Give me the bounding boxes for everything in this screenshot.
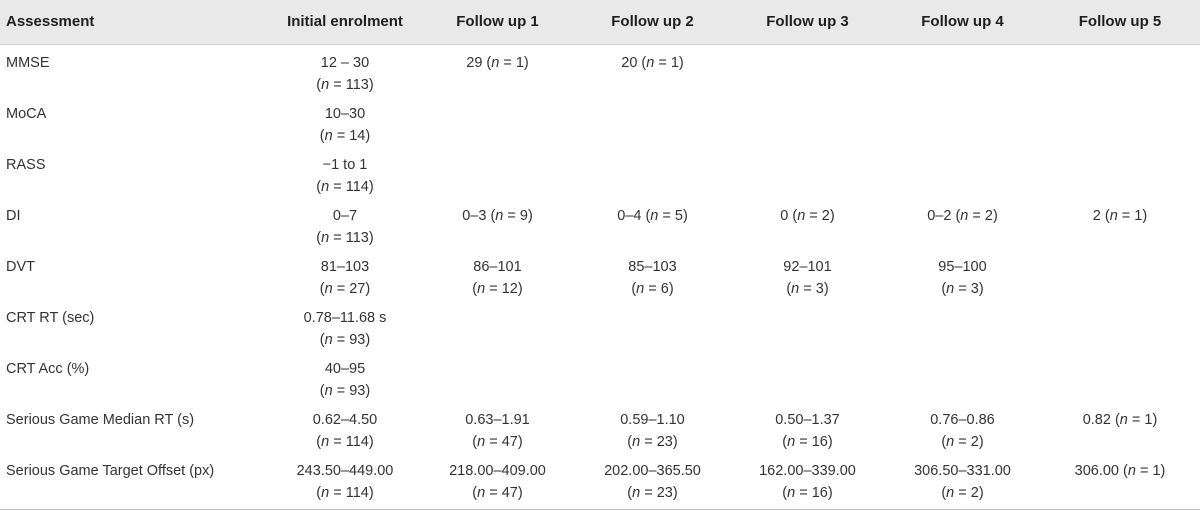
cell-n: (n = 3) bbox=[786, 280, 829, 297]
cell-range: 0 (n = 2) bbox=[780, 207, 835, 224]
cell-follow-up-3 bbox=[730, 147, 885, 198]
cell-n: (n = 47) bbox=[472, 433, 523, 450]
cell-follow-up-3 bbox=[730, 198, 885, 249]
cell-follow-up-2 bbox=[575, 402, 730, 453]
cell-n: (n = 6) bbox=[631, 280, 674, 297]
cell-follow-up-2 bbox=[575, 249, 730, 300]
table-row bbox=[0, 198, 1200, 249]
cell-follow-up-4 bbox=[885, 198, 1040, 249]
cell-follow-up-5 bbox=[1040, 198, 1200, 249]
cell-follow-up-2 bbox=[575, 453, 730, 510]
table-row bbox=[0, 453, 1200, 510]
cell-follow-up-5 bbox=[1040, 453, 1200, 510]
cell-n: (n = 114) bbox=[316, 433, 374, 450]
cell-follow-up-4 bbox=[885, 351, 1040, 402]
cell-range: 0–2 (n = 2) bbox=[927, 207, 998, 224]
cell-initial-enrolment bbox=[270, 351, 420, 402]
table-body bbox=[0, 44, 1200, 510]
cell-follow-up-5 bbox=[1040, 300, 1200, 351]
cell-range: 162.00–339.00 bbox=[759, 462, 856, 479]
table-row bbox=[0, 249, 1200, 300]
cell-n: (n = 23) bbox=[627, 484, 678, 501]
cell-range: 29 (n = 1) bbox=[466, 54, 529, 71]
cell-n: (n = 3) bbox=[941, 280, 984, 297]
cell-n: (n = 113) bbox=[316, 229, 374, 246]
cell-assessment: CRT RT (sec) bbox=[6, 309, 95, 326]
cell-range: 0.76–0.86 bbox=[930, 411, 995, 428]
cell-n: (n = 113) bbox=[316, 76, 374, 93]
header-initial-enrolment: Initial enrolment bbox=[270, 0, 420, 44]
cell-follow-up-5 bbox=[1040, 44, 1200, 96]
header-follow-up-1: Follow up 1 bbox=[420, 0, 575, 44]
table-row bbox=[0, 44, 1200, 96]
cell-assessment: DI bbox=[6, 207, 21, 224]
table-row bbox=[0, 147, 1200, 198]
cell-follow-up-1 bbox=[420, 198, 575, 249]
cell-range: 0.50–1.37 bbox=[775, 411, 840, 428]
header-follow-up-5: Follow up 5 bbox=[1040, 0, 1200, 44]
header-follow-up-4: Follow up 4 bbox=[885, 0, 1040, 44]
cell-n: (n = 93) bbox=[319, 382, 371, 399]
cell-range: 0.63–1.91 bbox=[465, 411, 530, 428]
cell-follow-up-1 bbox=[420, 147, 575, 198]
header-follow-up-2: Follow up 2 bbox=[575, 0, 730, 44]
cell-range: 0.78–11.68 s bbox=[303, 309, 387, 326]
cell-initial-enrolment bbox=[270, 147, 420, 198]
cell-follow-up-2 bbox=[575, 147, 730, 198]
cell-range: 0.82 (n = 1) bbox=[1082, 411, 1158, 428]
table-row bbox=[0, 300, 1200, 351]
cell-follow-up-2 bbox=[575, 351, 730, 402]
cell-range: 243.50–449.00 bbox=[296, 462, 394, 479]
cell-n: (n = 114) bbox=[316, 484, 374, 501]
cell-follow-up-4 bbox=[885, 300, 1040, 351]
cell-n: (n = 2) bbox=[941, 484, 984, 501]
cell-n: (n = 16) bbox=[782, 484, 833, 501]
cell-follow-up-1 bbox=[420, 351, 575, 402]
cell-follow-up-5 bbox=[1040, 96, 1200, 147]
cell-follow-up-3 bbox=[730, 453, 885, 510]
cell-assessment: CRT Acc (%) bbox=[6, 360, 90, 377]
cell-n: (n = 93) bbox=[319, 331, 371, 348]
header-assessment: Assessment bbox=[0, 0, 270, 44]
cell-n: (n = 23) bbox=[627, 433, 678, 450]
cell-follow-up-1 bbox=[420, 300, 575, 351]
cell-range: 10–30 bbox=[324, 105, 366, 122]
cell-range: 0–4 (n = 5) bbox=[617, 207, 688, 224]
table-row bbox=[0, 96, 1200, 147]
cell-n: (n = 114) bbox=[316, 178, 374, 195]
cell-assessment: Serious Game Target Offset (px) bbox=[0, 453, 270, 510]
table-row bbox=[0, 351, 1200, 402]
cell-range: 81–103 bbox=[320, 258, 370, 275]
cell-follow-up-4 bbox=[885, 402, 1040, 453]
cell-follow-up-3 bbox=[730, 300, 885, 351]
cell-range: 85–103 bbox=[628, 258, 677, 275]
cell-range: 0.59–1.10 bbox=[620, 411, 685, 428]
cell-assessment: RASS bbox=[6, 156, 46, 173]
cell-assessment: MoCA bbox=[6, 105, 47, 122]
cell-n: (n = 47) bbox=[472, 484, 523, 501]
cell-follow-up-1 bbox=[420, 402, 575, 453]
cell-range: 0–7 bbox=[332, 207, 358, 224]
cell-follow-up-3 bbox=[730, 44, 885, 96]
cell-range: 306.00 (n = 1) bbox=[1074, 462, 1166, 479]
cell-follow-up-1 bbox=[420, 453, 575, 510]
cell-follow-up-5 bbox=[1040, 147, 1200, 198]
cell-n: (n = 12) bbox=[472, 280, 523, 297]
cell-assessment: MMSE bbox=[6, 54, 50, 71]
cell-initial-enrolment bbox=[270, 249, 420, 300]
cell-follow-up-3 bbox=[730, 249, 885, 300]
cell-follow-up-4 bbox=[885, 453, 1040, 510]
cell-follow-up-1 bbox=[420, 249, 575, 300]
cell-follow-up-5 bbox=[1040, 249, 1200, 300]
cell-range: 95–100 bbox=[938, 258, 987, 275]
cell-follow-up-4 bbox=[885, 96, 1040, 147]
cell-initial-enrolment bbox=[270, 198, 420, 249]
cell-n: (n = 27) bbox=[319, 280, 371, 297]
cell-range: −1 to 1 bbox=[322, 156, 368, 173]
cell-initial-enrolment bbox=[270, 300, 420, 351]
cell-initial-enrolment bbox=[270, 453, 420, 510]
cell-range: 202.00–365.50 bbox=[604, 462, 701, 479]
cell-assessment: DVT bbox=[6, 258, 35, 275]
cell-initial-enrolment bbox=[270, 402, 420, 453]
cell-range: 12 – 30 bbox=[320, 54, 370, 71]
cell-initial-enrolment bbox=[270, 96, 420, 147]
cell-follow-up-2 bbox=[575, 300, 730, 351]
cell-range: 20 (n = 1) bbox=[621, 54, 684, 71]
cell-range: 0–3 (n = 9) bbox=[462, 207, 533, 224]
cell-follow-up-3 bbox=[730, 402, 885, 453]
cell-follow-up-4 bbox=[885, 147, 1040, 198]
cell-follow-up-5 bbox=[1040, 402, 1200, 453]
cell-range: 40–95 bbox=[324, 360, 366, 377]
cell-follow-up-3 bbox=[730, 96, 885, 147]
cell-range: 86–101 bbox=[473, 258, 522, 275]
table-row bbox=[0, 402, 1200, 453]
cell-follow-up-2 bbox=[575, 96, 730, 147]
cell-range: 2 (n = 1) bbox=[1092, 207, 1148, 224]
cell-follow-up-2 bbox=[575, 198, 730, 249]
cell-follow-up-4 bbox=[885, 44, 1040, 96]
cell-follow-up-1 bbox=[420, 44, 575, 96]
cell-range: 92–101 bbox=[783, 258, 832, 275]
cell-assessment: Serious Game Median RT (s) bbox=[6, 411, 195, 428]
header-follow-up-3: Follow up 3 bbox=[730, 0, 885, 44]
cell-follow-up-1 bbox=[420, 96, 575, 147]
cell-n: (n = 16) bbox=[782, 433, 833, 450]
cell-follow-up-2 bbox=[575, 44, 730, 96]
cell-n: (n = 14) bbox=[319, 127, 371, 144]
cell-range: 0.62–4.50 bbox=[312, 411, 378, 428]
table-header-row bbox=[0, 0, 1200, 44]
cell-n: (n = 2) bbox=[941, 433, 984, 450]
cell-initial-enrolment bbox=[270, 44, 420, 96]
cell-follow-up-5 bbox=[1040, 351, 1200, 402]
cell-range: 218.00–409.00 bbox=[449, 462, 546, 479]
cell-follow-up-3 bbox=[730, 351, 885, 402]
cell-range: 306.50–331.00 bbox=[914, 462, 1011, 479]
cell-follow-up-4 bbox=[885, 249, 1040, 300]
